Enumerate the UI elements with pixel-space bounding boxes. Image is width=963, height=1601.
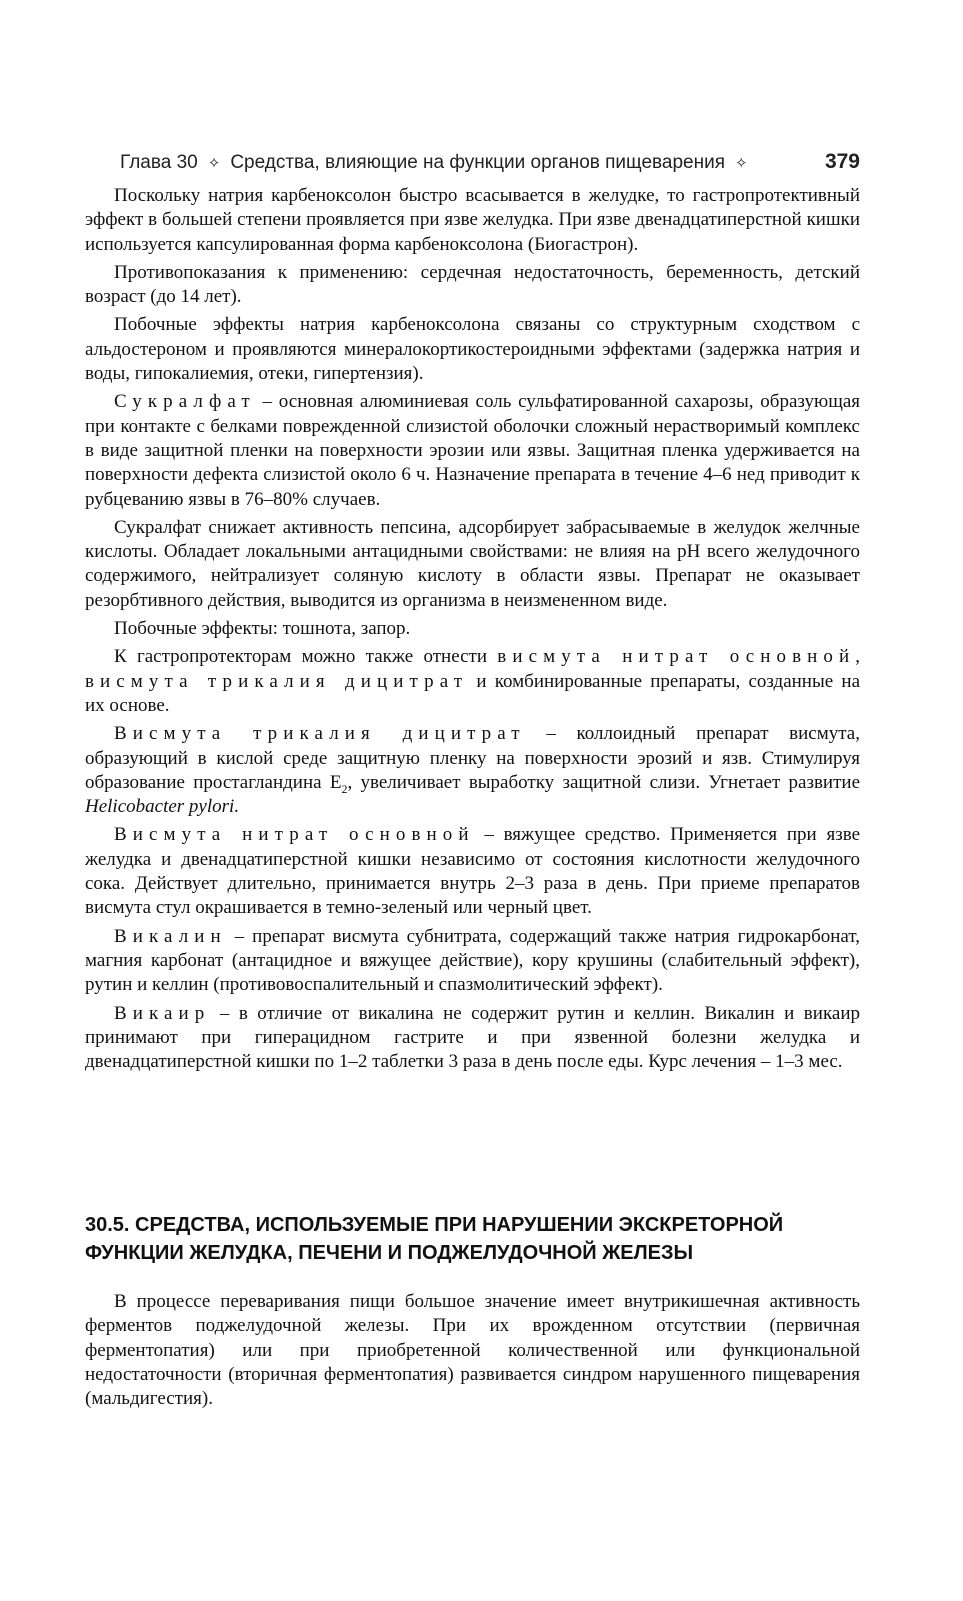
paragraph	[85, 823, 860, 920]
paragraph	[85, 925, 860, 998]
paragraph-text: Поскольку натрия карбеноксолон быстро всасывается в желудке, то гастропротективный эффект в большей степени проявляется при язве желудка. При язве двенадцатиперстной кишки используется капсулированная форма карбеноксолона (Биогастрон).	[85, 185, 860, 255]
paragraph	[85, 184, 860, 257]
running-head	[120, 150, 860, 174]
chapter-label: Глава 30	[120, 152, 198, 173]
page-number: 379	[824, 150, 860, 173]
drug-term: Викалин	[114, 925, 227, 947]
paragraph-text: , увеличивает выработку защитной слизи. Угнетает развитие	[347, 771, 860, 793]
drug-term: Висмута нитрат основной	[114, 824, 475, 846]
drug-term: висмута трикалия дицитрат	[85, 670, 469, 692]
section-heading	[85, 1211, 875, 1267]
paragraph-text: – коллоидный препарат висмута, образующий в кислой среде защитную пленку на поверхности эрозий и язв. Стимулируя образование простагландина E	[85, 723, 860, 793]
paragraph-text: – в отличие от викалина не содержит рутин и келлин. Викалин и викаир принимают при гиперацидном гастрите и при язвенной болезни желудка и двенадцатиперстной кишки по 1–2 таблетки 3 раза в день после еды. Курс лечения – 1–3 мес.	[85, 1002, 860, 1073]
paragraph-text: – вяжущее средство. Применяется при язве желудка и двенадцатиперстной кишки независимо от состояния кислотности желудочного сока. Действует длительно, принимается внутрь 2–3 раза в день. При приеме препаратов висмута стул окрашивается в темно-зеленый или черный цвет.	[85, 824, 860, 919]
paragraph	[85, 722, 860, 819]
paragraph	[85, 1002, 860, 1075]
drug-term: Висмута трикалия дицитрат	[114, 723, 526, 745]
paragraph-text: Противопоказания к применению: сердечная недостаточность, беременность, детский возраст (до 14 лет).	[85, 261, 860, 308]
paragraph	[85, 617, 860, 641]
paragraph-text: Побочные эффекты: тошнота, запор.	[114, 618, 411, 640]
paragraph	[85, 313, 860, 386]
paragraph-text: и комбинированные препараты, созданные на их основе.	[85, 670, 860, 716]
paragraph	[85, 390, 860, 511]
drug-term: висмута нитрат основной	[497, 646, 856, 668]
diamond-separator-icon: ✧	[207, 155, 221, 172]
drug-term: Викаир	[114, 1002, 211, 1024]
section-heading-line: 30.5. СРЕДСТВА, ИСПОЛЬЗУЕМЫЕ ПРИ НАРУШЕНИИ ЭКСКРЕТОРНОЙ	[85, 1214, 784, 1236]
body-text	[85, 184, 860, 1078]
paragraph-text: К гастропротекторам можно также отнести	[114, 646, 498, 668]
drug-term: Сукралфат	[114, 391, 256, 413]
paragraph-text: В процессе переваривания пищи большое значение имеет внутрикишечная активность ферментов поджелудочной железы. При их врожденном отсутствии (первичная ферментопатия) или при приобретенной количественной или функциональной недостаточности (вторичная ферментопатия) развивается синдром нарушенного пищеварения (мальдигестия).	[85, 1291, 860, 1410]
diamond-separator-icon: ✧	[735, 155, 748, 172]
paragraph-text: Побочные эффекты натрия карбеноксолона связаны со структурным сходством с альдостероном и проявляются минералокортикостероидными эффектами (задержка натрия и воды, гипокалиемия, отеки, гипертензия).	[85, 314, 860, 385]
paragraph-text: – препарат висмута субнитрата, содержащий также натрия гидрокарбонат, магния карбонат (антацидное и вяжущее действие), кору крушины (слабительный эффект), рутин и келлин (противовоспалительный и спазмолитический эффект).	[85, 925, 860, 996]
chapter-title: Средства, влияющие на функции органов пищеварения	[230, 152, 726, 173]
paragraph-text: ,	[855, 646, 860, 668]
section-heading-line: ФУНКЦИИ ЖЕЛУДКА, ПЕЧЕНИ И ПОДЖЕЛУДОЧНОЙ ЖЕЛЕЗЫ	[85, 1242, 694, 1264]
paragraph	[85, 516, 860, 613]
paragraph	[85, 1290, 860, 1411]
paragraph	[85, 645, 860, 718]
paragraph-text: – основная алюминиевая соль сульфатированной сахарозы, образующая при контакте с белками поврежденной слизистой оболочки сложный нерастворимый комплекс в виде защитной пленки на поверхности эрозии или язвы. Защитная пленка удерживается на поверхности дефекта слизистой около 6 ч. Назначение препарата в течение 4–6 нед приводит к рубцеванию язвы в 76–80% случаев.	[85, 391, 860, 510]
paragraph-text: Сукралфат снижает активность пепсина, адсорбирует забрасываемые в желудок желчные кислоты. Обладает локальными антацидными свойствами: не влияя на pH всего желудочного содержимого, нейтрализует соляную кислоту в области язвы. Препарат не оказывает резорбтивного действия, выводится из организма в неизмененном виде.	[85, 516, 860, 611]
species-name: Helicobacter pylori.	[85, 796, 240, 818]
subscript: 2	[341, 781, 348, 796]
paragraph	[85, 261, 860, 310]
section-body	[85, 1290, 860, 1411]
